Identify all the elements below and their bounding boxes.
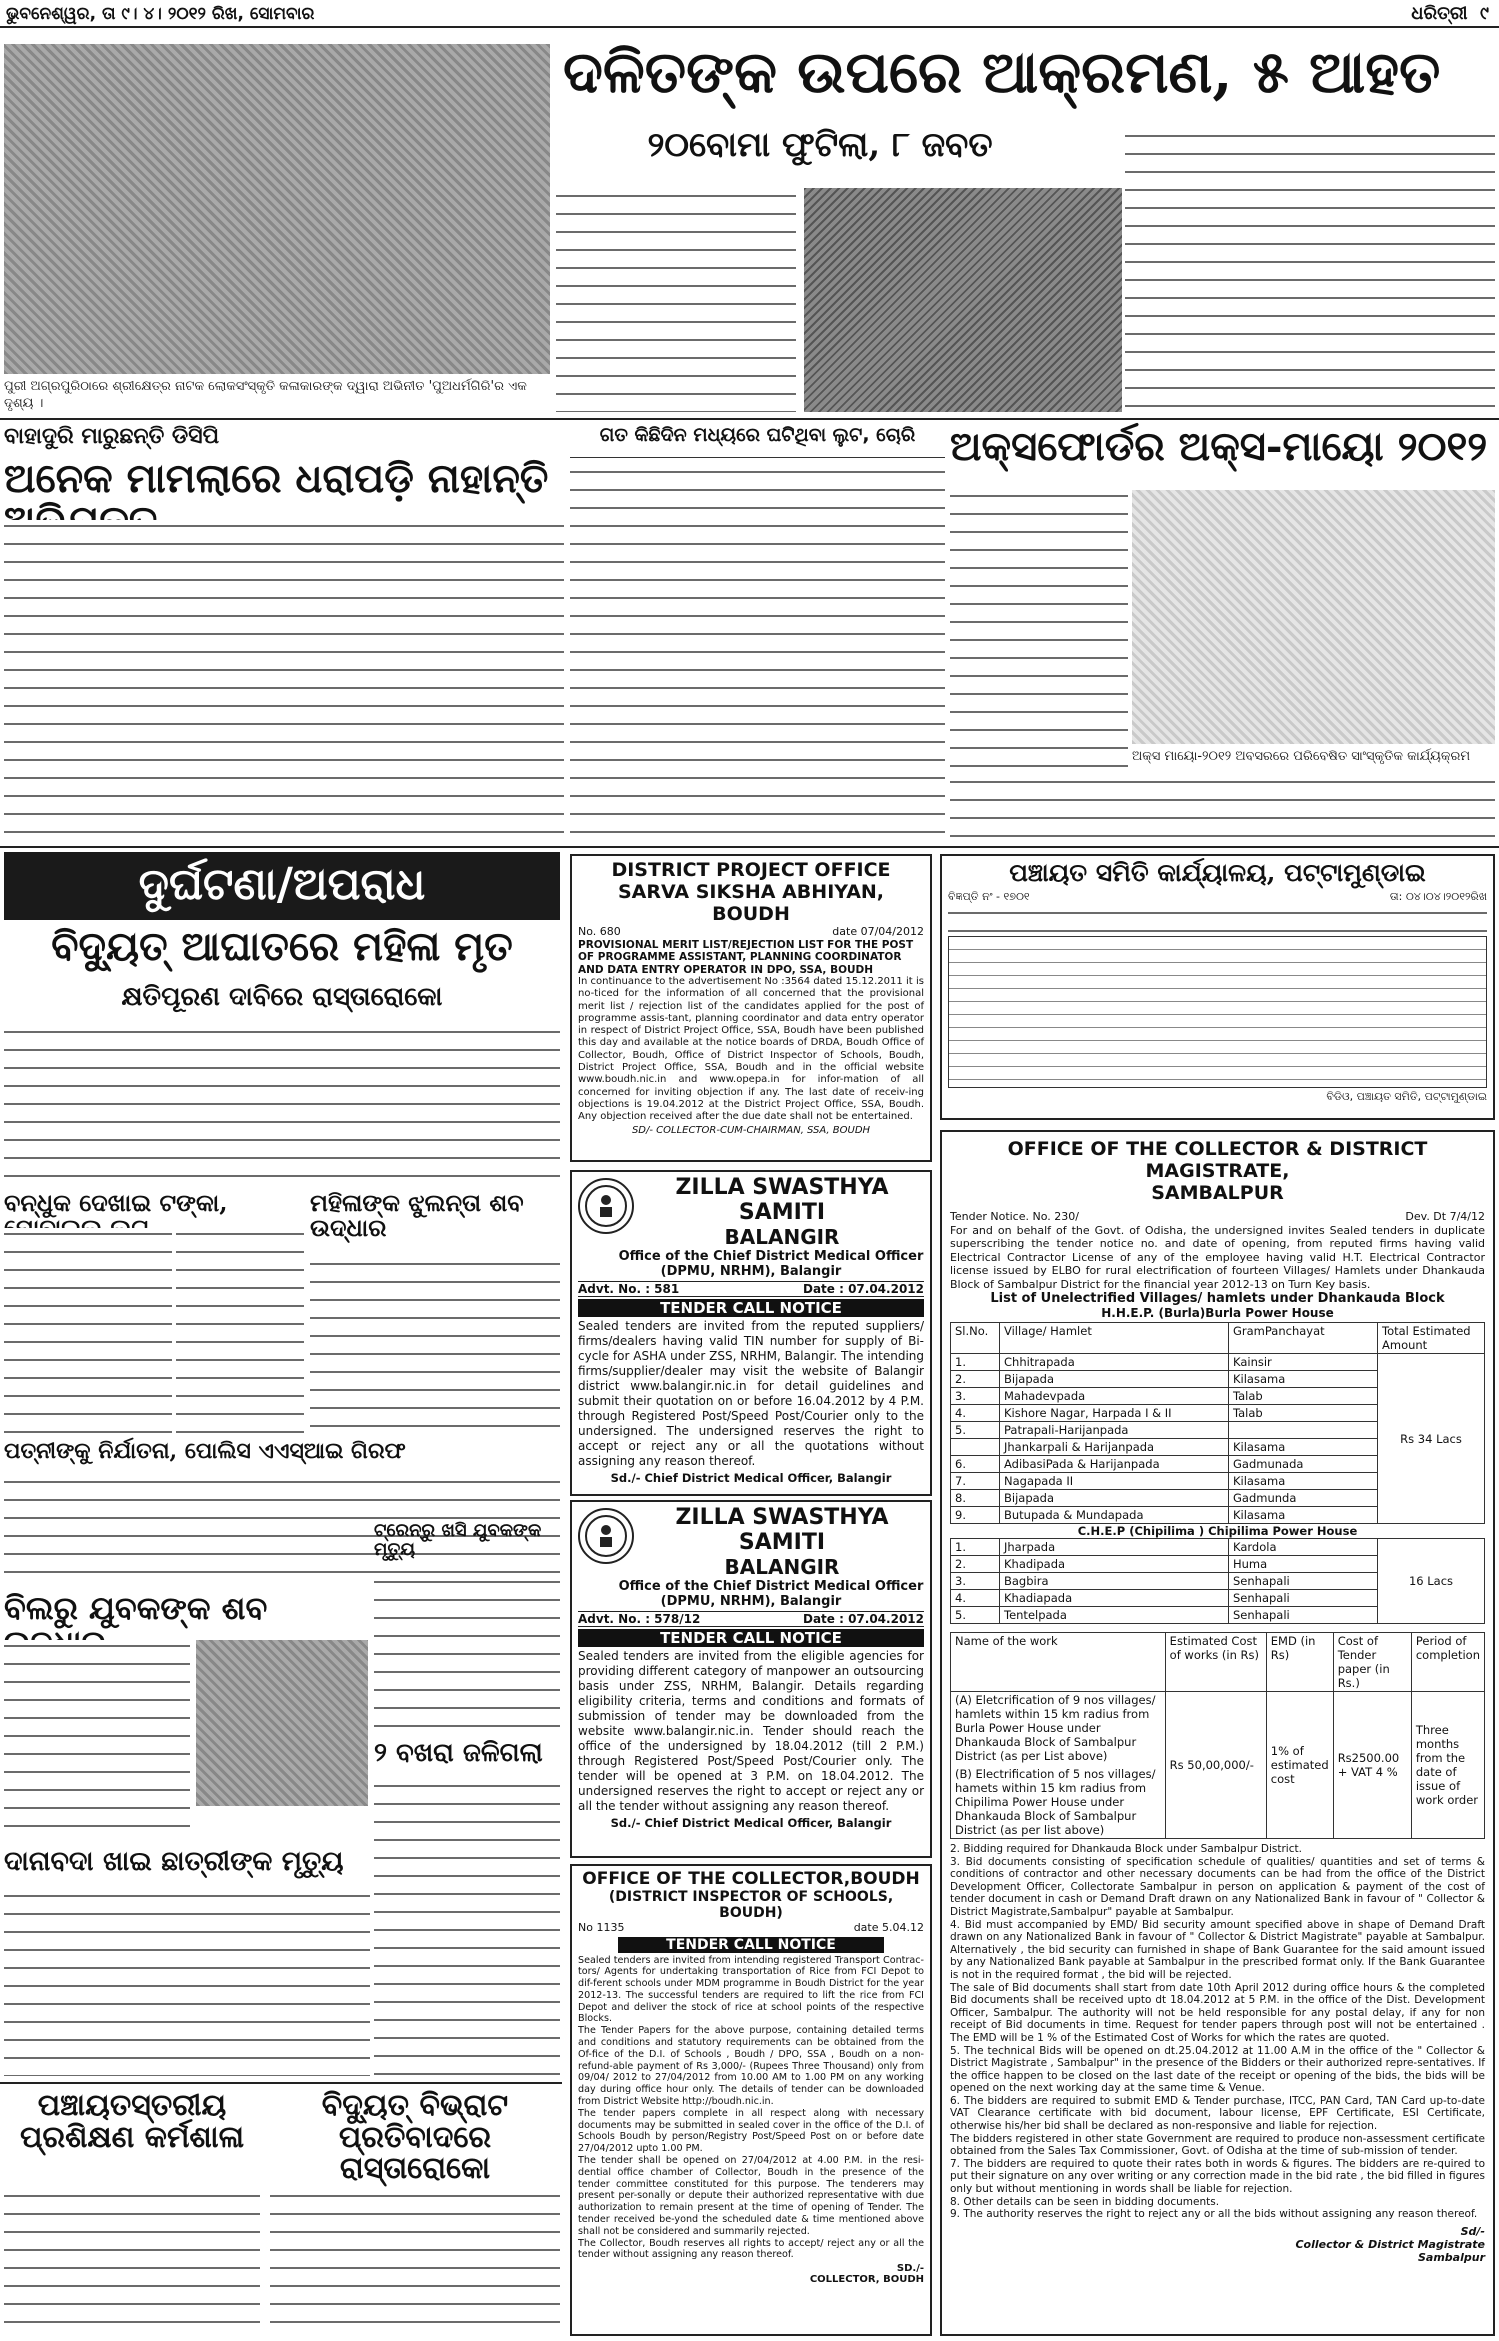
w-b: (B) Electrification of 5 nos villages/ hamets within 15 km radius from Chipilima Power House under Dhankauda Block of Sambalpur District (as per list above)	[955, 1767, 1156, 1837]
zss1-date: Date : 07.04.2012	[802, 1282, 924, 1296]
table-cell: 1.	[951, 1539, 1000, 1556]
villages-table-2	[950, 1538, 1485, 1624]
page-header	[0, 0, 1499, 28]
col-village: Village/ Hamlet	[1000, 1323, 1229, 1354]
page-number: ୯	[1480, 3, 1489, 24]
table-cell: 1.	[951, 1354, 1000, 1371]
collector-sign1: Sd/-	[1460, 2224, 1485, 2238]
zss1-dept: (DPMU, NRHM), Balangir	[660, 1264, 842, 1279]
crime-banner: ଦୁର୍ଘଟଣା/ଅପରାଧ	[4, 852, 560, 920]
table-cell: 2.	[951, 1371, 1000, 1388]
crime-h7: ୨ ବଖରା ଜଳିଗଲା	[374, 1738, 543, 1768]
table-cell: Bagbira	[1000, 1573, 1229, 1590]
table-cell: Kardola	[1229, 1539, 1378, 1556]
amount-cell: Rs 34 Lacs	[1378, 1354, 1485, 1524]
collector-notice-no: Tender Notice. No. 230/	[950, 1210, 1079, 1223]
body-photo	[196, 1640, 368, 1806]
secA-kicker: ବାହାଦୁରି ମାରୁଛନ୍ତି ଡିସିପି	[4, 424, 220, 449]
table-cell: Patrapali-Harijanpada	[1000, 1422, 1229, 1439]
crime-story10	[270, 2190, 560, 2336]
table-cell: 9.	[951, 1507, 1000, 1524]
amount-cell: 16 Lacs	[1378, 1539, 1485, 1624]
term-item: 8. Other details can be seen in bidding documents.	[950, 2195, 1220, 2208]
table-cell: 7.	[951, 1473, 1000, 1490]
zss-logo-icon	[578, 1508, 634, 1564]
table-cell: Jharpada	[1000, 1539, 1229, 1556]
dpo-sign: SD/- COLLECTOR-CUM-CHAIRMAN, SSA, BOUDH	[631, 1124, 871, 1136]
term-item: The sale of Bid documents shall start from date 10th April 2012 during office hours & the completed Bid documents shall be received upto dt 18.04.2012 at 5 P.M. in the office of the Dist. Development Officer, Sambalpur. The authority will not be held responsible for any postal delay, if any for non receipt of Bid documents in time. Request for tender papers through post will not be entertained . The EMD will be 1 % of the Estimated Cost of Works for which the rates are quoted.	[950, 1981, 1485, 2044]
table-cell: 5.	[951, 1422, 1000, 1439]
crime-h9: ପଞ୍ଚାୟତସ୍ତରୀୟ ପ୍ରଶିକ୍ଷଣ କର୍ମଶାଳା	[19, 2088, 245, 2155]
table-cell: Gadmunada	[1229, 1456, 1378, 1473]
zss1-body: Sealed tenders are invited from the reputed suppliers/ firms/dealers having valid TIN number for supply of Bi-cycle for ASHA under ZSS, NRHM, Balangir. The intending firms/supplier/dealer may visit the website of Balangir district www.balangir.nic.in for detail guidelines and submit their quotation on or before 16.04.2012 by 4 P.M. through Registered Post/Speed Post/Courier only to the undersigned. The undersigned reserves the right to accept or reject any or all the quotations without assigning any reason thereof.	[578, 1319, 924, 1468]
w-name-head: Name of the work	[951, 1633, 1166, 1692]
dpo-heading: PROVISIONAL MERIT LIST/REJECTION LIST FOR THE POST OF PROGRAMME ASSISTANT, PLANNING COORDINATOR AND DATA ENTRY OPERATOR IN DPO, SSA, BOUDH	[578, 938, 914, 976]
ps-date: ତା: ୦୪।୦୪।୨୦୧୨ରିଖ	[1389, 890, 1487, 904]
w-emd-head: EMD (in Rs)	[1266, 1633, 1333, 1692]
crime-story2	[4, 1228, 172, 1434]
crime-h8: ଦାନାବଦା ଖାଇ ଛାତ୍ରୀଙ୍କ ମୃତ୍ୟୁ	[4, 1846, 344, 1877]
dpo-date: date 07/04/2012	[832, 925, 924, 938]
table-cell: Talab	[1229, 1405, 1378, 1422]
term-item: 6. The bidders are required to submit EMD & Tender purchase, ITCC, PAN Card, TAN Card up-to-date VAT Clearance certificate with bid document, labour license, EPF Certificate, ESI Certificate, otherwise his/her bid shall be declared as non-responsive and liable for rejection.	[950, 2094, 1485, 2133]
w-paper-head: Cost of Tender paper (in Rs.)	[1333, 1633, 1411, 1692]
zss1-advt: Advt. No. : 581	[578, 1282, 680, 1296]
theatre-photo-caption: ପୁରୀ ଅଗ୍ରପୁରିଠାରେ ଶ୍ରୀକ୍ଷେତ୍ର ନାଟକ ଲୋକସଂସ୍କୃତି କଳାକାରଙ୍କ ଦ୍ୱାରା ଅଭିନୀତ 'ପୁଅଧର୍ମଗିରି'ର ଏକ ଦୃଶ୍ୟ ।	[4, 379, 527, 411]
crime-h2: ବନ୍ଧୁକ ଦେଖାଇ ଟଙ୍କା,	[4, 1188, 228, 1217]
dpo-notice	[570, 854, 932, 1162]
collector-subhead2: C.H.E.P (Chipilima ) Chipilima Power House	[1077, 1524, 1358, 1538]
zss2-office: Office of the Chief District Medical Officer	[618, 1579, 924, 1594]
w-cost: Rs 50,00,000/-	[1165, 1692, 1266, 1839]
dis-no: No 1135	[578, 1921, 625, 1934]
dpo-body: In continuance to the advertisement No :3564 dated 15.12.2011 it is no-ticed for the information of all concerned that the provisional merit list / rejection list of the candidates applied for the post of programme assis-tant, planning coordinator and data entry operator in respect of District Project Office, SSA, Boudh have been published this day and available at the notice boards of DRDA, Boudh Office of Collector, Boudh, Office of District Inspector of Schools, Boudh, District Project Office, SSA, Boudh and in the official website www.boudh.nic.in and www.opepa.in for infor-mation of all concerned for inviting objection if any. The last date of receiv-ing objections is 19.04.2012 at the District Project Office, SSA, Boudh. Any objection received after the due date shall not be entertained.	[578, 976, 924, 1123]
table-cell: Gadmunda	[1229, 1490, 1378, 1507]
zss1-office: Office of the Chief District Medical Officer	[618, 1249, 924, 1264]
table-cell: Khadiapada	[1000, 1590, 1229, 1607]
zss2-advt: Advt. No. : 578/12	[578, 1612, 701, 1626]
table-cell: 3.	[951, 1388, 1000, 1405]
lead-subhead: ୨୦ବୋମା ଫୁଟିଲା, ୮ ଜବତ	[647, 125, 993, 165]
table-cell: Kilasama	[1229, 1439, 1378, 1456]
crime-h5: ଟ୍ରେନ୍ରୁ ଖସି ଯୁବକଙ୍କ ମୃତ୍ୟୁ	[374, 1520, 542, 1560]
table-cell: AdibasiPada & Harijanpada	[1000, 1456, 1229, 1473]
collector-listhead: List of Unelectrified Villages/ hamlets under Dhankauda Block	[990, 1291, 1445, 1306]
collector-subhead: H.H.E.P. (Burla)Burla Power House	[1101, 1306, 1334, 1320]
crime-story6	[4, 1640, 190, 1840]
col-amount: Total Estimated Amount	[1378, 1323, 1485, 1354]
works-table	[950, 1632, 1485, 1839]
dis-title1: OFFICE OF THE COLLECTOR,BOUDH	[582, 1869, 920, 1889]
table-cell: Chhitrapada	[1000, 1354, 1229, 1371]
crime-h10: ବିଦ୍ୟୁତ୍ ବିଭ୍ରାଟ ପ୍ରତିବାଦରେ ରାସ୍ତାରୋକୋ	[321, 2088, 509, 2186]
dpo-no: No. 680	[578, 925, 621, 938]
zss2-title: ZILLA SWASTHYA SAMITI	[675, 1505, 889, 1555]
crime-h4: ପତ୍ନୀଙ୍କୁ ନିର୍ଯାତନା, ପୋଲିସ ଏଏସ୍ଆଇ ଗିରଫ	[4, 1438, 406, 1464]
table-cell: Senhapali	[1229, 1573, 1378, 1590]
table-cell: Bijapada	[1000, 1371, 1229, 1388]
secC-headline: ଅକ୍ସଫୋର୍ଡର ଅକ୍ସ-ମାୟୋ ୨୦୧୨	[950, 423, 1488, 470]
table-cell: 8.	[951, 1490, 1000, 1507]
collector-dt: Dev. Dt 7/4/12	[1405, 1210, 1485, 1223]
collector-title1: OFFICE OF THE COLLECTOR & DISTRICT MAGISTRATE,	[1007, 1138, 1428, 1182]
dpo-title1: DISTRICT PROJECT OFFICE	[611, 859, 891, 881]
term-item: 2. Bidding required for Dhankauda Block under Sambalpur District.	[950, 1843, 1302, 1855]
rule	[0, 2082, 562, 2084]
crime-h1: ବିଦ୍ୟୁତ୍ ଆଘାତରେ ମହିଳା ମୃତ	[51, 923, 513, 970]
zss1-bar: TENDER CALL NOTICE	[578, 1299, 924, 1317]
table-row	[951, 1539, 1485, 1556]
table-cell: Khadipada	[1000, 1556, 1229, 1573]
zss2-notice	[570, 1500, 932, 1858]
crime-story1	[4, 1026, 560, 1184]
crime-story8	[4, 1890, 370, 2076]
dis-date: date 5.04.12	[853, 1921, 924, 1934]
term-item: 5. The technical Bids will be opened on dt.25.04.2012 at 11.00 A.M in the office of the " Collector & District Magistrate , Sambalpur" in the presence of the Bidders or their authorized repre-sentatives. If the office happen to be closed on the last date of the receipt or opening of the bids, the bids will be opened on the next working day at the same time & Venue.	[950, 2044, 1485, 2095]
col-sl: Sl.No.	[951, 1323, 1000, 1354]
w-paper: Rs2500.00 + VAT 4 %	[1333, 1692, 1411, 1839]
secA-body	[4, 520, 564, 842]
table-cell: Kainsir	[1229, 1354, 1378, 1371]
crime-h1-sub: କ୍ଷତିପୂରଣ ଦାବିରେ ରାସ୍ତାରୋକୋ	[121, 982, 443, 1012]
table-cell	[1229, 1422, 1378, 1439]
crime-h3: ମହିଳାଙ୍କ ଝୁଲନ୍ତା ଶବ ଉଦ୍ଧାର	[310, 1188, 524, 1243]
zss2-sign: Sd./- Chief District Medical Officer, Balangir	[610, 1816, 892, 1830]
secA-headline: ଅନେକ ମାମଲାରେ ଧରାପଡ଼ି ନାହାନ୍ତି	[4, 455, 549, 502]
bomb-photo	[804, 188, 1122, 412]
term-item: 4. Bid must accompanied by EMD/ Bid security amount specified above in shape of Demand Draft drawn on any Nationalized Bank in favour of " Collector & District Magistrate" payable at Sambalpur. Alternatively , the bid security can furnished in shape of Bank Guarantee for the said amount issued by any Nationalized Bank payable at Sambalpur in the prescribed format only. If the Bank Guarantee is not in the required format , the bid will be rejected.	[950, 1918, 1485, 1981]
col-gp: GramPanchayat	[1229, 1323, 1378, 1354]
zss2-body: Sealed tenders are invited from the eligible agencies for providing different category of manpower an outsourcing basis under ZSS, NRHM, Balangir. Details regarding eligibility criteria, terms and conditions and formats of submission of tender may be downloaded from the website www.balangir.nic.in. Tender should reach the office of the undersigned by 18.04.2012 (till 2 P.M.) through Registered Post/Speed Post/Courier only. The tender will be opened at 3 P.M. on 18.04.2012. The undersigned reserves the right to accept or reject any or all the tender without assigning any reason thereof.	[578, 1649, 924, 1813]
lead-body-col1	[556, 190, 796, 412]
lead-headline: ଦଳିତଙ୍କ ଉପରେ ଆକ୍ରମଣ, ୫ ଆହତ	[563, 38, 1441, 106]
collector-notice	[940, 1130, 1495, 2336]
secC-body-bottom	[950, 776, 1495, 842]
secC-body-left	[950, 490, 1128, 772]
ps-table	[948, 936, 1487, 1088]
rule	[0, 418, 1499, 420]
villages-table	[950, 1322, 1485, 1524]
collector-terms	[950, 1843, 1485, 2221]
crime-story7	[374, 1780, 560, 2080]
w-period: Three months from the date of issue of work order	[1411, 1692, 1484, 1839]
dis-p2: The Tender Papers for the above purpose, containing detailed terms and conditions and statutory requirements can be obtained from the Of-fice of the D.I. of Schools , Boudh / DPO, SSA , Boudh on a non-refund-able payment of Rs 3,000/- (Rupees Three Thousand) only from 09/04/ 2012 to 27/04/2012 from 10.00 AM to 1.00 PM on any working day during office hour only. The details of tender can be downloaded from District Website http://boudh.nic.in.	[578, 2025, 924, 2108]
table-cell: 4.	[951, 1405, 1000, 1422]
zss1-notice	[570, 1170, 932, 1496]
table-cell: Huma	[1229, 1556, 1378, 1573]
dis-p4: The tender shall be opened on 27/04/2012 at 4.00 P.M. in the resi-dential office chamber of Collector, Boudh in the presence of the tender committee constituted for this purpose. The tenderers may present per-sonally or depute their authorized representative with due authorization to remain present at the time of opening of Tender. The tender received be-yond the scheduled date & time mentioned above shall not be considered and summarily rejected.	[578, 2155, 924, 2237]
dis-notice	[570, 1864, 932, 2336]
zss-logo-icon	[578, 1178, 634, 1234]
table-cell: Jhankarpali & Harijanpada	[1000, 1439, 1229, 1456]
zss2-bar: TENDER CALL NOTICE	[578, 1629, 924, 1647]
collector-sign3: Sambalpur	[1417, 2250, 1485, 2264]
dis-sign1: SD./-	[896, 2263, 924, 2275]
zss1-title: ZILLA SWASTHYA SAMITI	[675, 1175, 889, 1225]
zss1-place: BALANGIR	[724, 1225, 840, 1249]
dateline: ଭୁବନେଶ୍ୱର, ତା ୯। ୪। ୨୦୧୨ ରିଖ, ସୋମବାର	[6, 4, 315, 24]
table-cell	[951, 1439, 1000, 1456]
w-emd: 1% of estimated cost	[1266, 1692, 1333, 1839]
table-cell: Kilasama	[1229, 1507, 1378, 1524]
w-cost-head: Estimated Cost of works (in Rs)	[1165, 1633, 1266, 1692]
ps-intro	[948, 907, 1487, 933]
collector-sign2: Collector & District Magistrate	[1295, 2237, 1485, 2251]
crime-h6: ବିଲରୁ ଯୁବକଙ୍କ ଶବ	[4, 1589, 268, 1627]
rule	[0, 846, 1499, 848]
w-period-head: Period of completion	[1411, 1633, 1484, 1692]
table-cell: 3.	[951, 1573, 1000, 1590]
zss1-sign: Sd./- Chief District Medical Officer, Balangir	[610, 1471, 892, 1485]
dis-p1: Sealed tenders are invited from intending registered Transport Contrac-tors/ Agents for undertaking transportation of Rice from FCI Depot to dif-ferent schools under MDM programme in Boudh District for the year 2012-13. The successful tenders are required to lift the rice from FCI Depot and deliver the stock of rice at school points of the respective Blocks.	[578, 1954, 924, 2025]
dpo-title2: SARVA SIKSHA ABHIYAN, BOUDH	[617, 881, 885, 925]
ps-notice	[940, 854, 1495, 1120]
term-item: 3. Bid documents consisting of specification schedule of qualities/ quantities and set of terms & conditions of contractor and other necessary documents can be had from the office of the District Development Officer, Collectorate Sambalpur in person on application & payment of the cost of tender document in cash or Demand Draft drawn on any Nationalized Bank in favour of " Collector & District Magistrate,Sambalpur" payable at Sambalpur.	[950, 1855, 1485, 1918]
crime-story3	[310, 1258, 560, 1434]
masthead-page	[1411, 3, 1489, 24]
table-cell: 5.	[951, 1607, 1000, 1624]
collector-title2: SAMBALPUR	[1151, 1182, 1284, 1204]
lead-body-col2	[1125, 130, 1495, 410]
secB-body	[570, 466, 945, 842]
theatre-photo	[4, 44, 550, 374]
ps-title: ପଞ୍ଚାୟତ ସମିତି କାର୍ଯ୍ୟାଳୟ, ପଟ୍ଟାମୁଣ୍ଡାଇ	[1009, 858, 1426, 887]
table-cell: Tentelpada	[1000, 1607, 1229, 1624]
table-cell: 6.	[951, 1456, 1000, 1473]
dance-photo-caption: ଅକ୍ସ ମାୟୋ-୨୦୧୨ ଅବସରରେ ପରିବେଷିତ ସାଂସ୍କୃତିକ କାର୍ଯ୍ୟକ୍ରମ	[1132, 749, 1471, 764]
crime-story9	[4, 2190, 260, 2336]
table-cell: Bijapada	[1000, 1490, 1229, 1507]
dis-p3: The tender papers complete in all respect along with necessary documents may be submitted in sealed cover in the office of the D.I. of Schools Boudh by person/Registry Post/Speed Post on or before date 27/04/2012 upto 1.00 PM.	[578, 2107, 924, 2155]
table-cell: Mahadevpada	[1000, 1388, 1229, 1405]
table-cell: Butupada & Mundapada	[1000, 1507, 1229, 1524]
table-cell: 4.	[951, 1590, 1000, 1607]
dis-p5: The Collector, Boudh reserves all rights to accept/ reject any or all the tender without assigning any reason thereof.	[578, 2237, 924, 2261]
table-row	[951, 1354, 1485, 1371]
zss2-date: Date : 07.04.2012	[802, 1612, 924, 1626]
dis-bar: TENDER CALL NOTICE	[618, 1937, 884, 1953]
term-item: 9. The authority reserves the right to reject any or all the bids without assigning any reason thereof.	[950, 2208, 1478, 2221]
table-cell: Nagapada II	[1000, 1473, 1229, 1490]
table-cell: 2.	[951, 1556, 1000, 1573]
term-item: 7. The bidders are required to quote their rates both in words & figures. The bidders are re-quired to put their signature on any over writing or any correction made in the bid rate , the bid filled in figures only but without mentioning in words shall be liable for rejection.	[950, 2157, 1485, 2196]
ps-footer: ବିଡିଓ, ପଞ୍ଚାୟତ ସମିତି, ପଟ୍ଟାମୁଣ୍ଡାଇ	[1326, 1089, 1487, 1103]
dis-sign2: COLLECTOR, BOUDH	[809, 2274, 924, 2286]
table-cell: Kilasama	[1229, 1473, 1378, 1490]
brand-name: ଧରିତ୍ରୀ	[1411, 3, 1468, 24]
table-cell: Senhapali	[1229, 1607, 1378, 1624]
collector-intro: For and on behalf of the Govt. of Odisha, the undersigned invites Sealed tenders in duplicate superscribing the tender notice no. and date of opening, from reputed firms having valid Electrical Contractor License of any of the employee having valid H.T. Electrical Contractor license issued by ELBO for rural electrification of fourteen Villages/ Hamlets under Dhankauda Block of Sambalpur District for the financial year 2012-13 on Turn Key basis.	[950, 1223, 1485, 1291]
zss2-dept: (DPMU, NRHM), Balangir	[660, 1594, 842, 1609]
dis-title2: (DISTRICT INSPECTOR OF SCHOOLS, BOUDH)	[608, 1889, 894, 1921]
table-cell: Kilasama	[1229, 1371, 1378, 1388]
term-item: The bidders registered in other state Government are required to produce non-assessment certificate obtained from the Sales Tax Commissioner, Govt. of Odisha at the time of sub-mission of tender.	[950, 2132, 1485, 2158]
dance-photo	[1132, 490, 1495, 744]
table-cell: Talab	[1229, 1388, 1378, 1405]
table-cell: Senhapali	[1229, 1590, 1378, 1607]
secB-headline: ଗତ କିଛିଦିନ ମଧ୍ୟରେ ଘଟିଥିବା ଲୁଟ, ଚୋରି	[570, 424, 945, 458]
ps-no: ବିଜ୍ଞପ୍ତି ନଂ - ୧୭୦୧	[948, 890, 1030, 904]
crime-story2b	[176, 1228, 304, 1434]
crime-story5	[374, 1576, 560, 1736]
table-cell: Kishore Nagar, Harpada I & II	[1000, 1405, 1229, 1422]
zss2-place: BALANGIR	[724, 1555, 840, 1579]
w-a: (A) Eletcrification of 9 nos villages/ hamlets within 15 km radius from Burla Power House under Dhankauda Block of Sambalpur District (as per List above)	[955, 1693, 1156, 1763]
